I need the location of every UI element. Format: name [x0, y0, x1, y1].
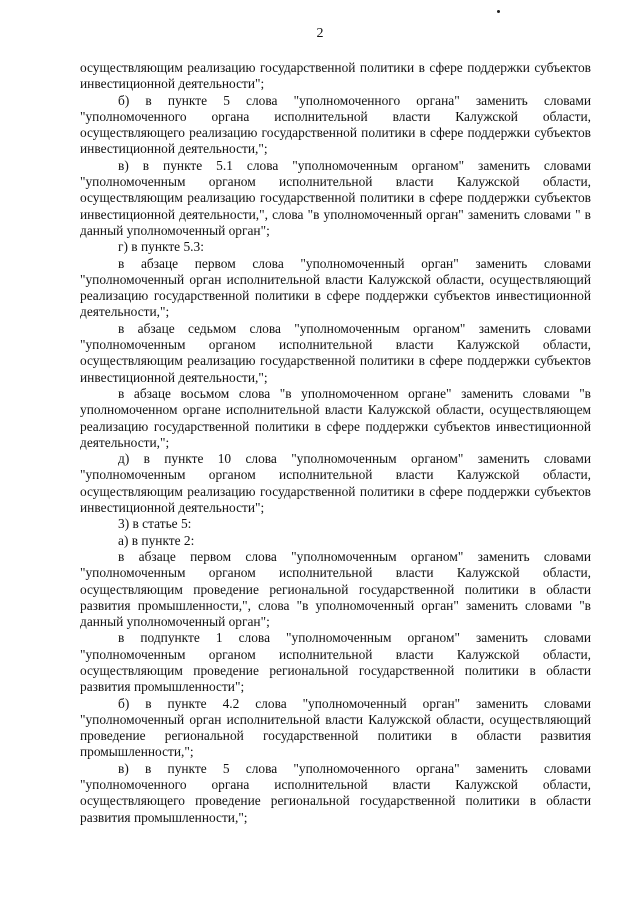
document-paragraph: д) в пункте 10 слова "уполномоченным органом" заменить словами "уполномоченным органом исполнительной власти Калужской области, осуществляющим реализацию государственной политики в сфере поддержки субъектов инвестиционной деятельности"; — [80, 451, 591, 516]
document-paragraph: в абзаце первом слова "уполномоченный орган" заменить словами "уполномоченный орган исполнительной власти Калужской области, осуществляющий реализацию государственной политики в сфере поддержки субъектов инвестиционной деятельности,"; — [80, 255, 591, 320]
document-paragraph: г) в пункте 5.3: — [118, 239, 204, 255]
document-paragraph: в абзаце седьмом слова "уполномоченным органом" заменить словами "уполномоченным органом исполнительной власти Калужской области, осуществляющим реализацию государственной политики в сфере поддержки субъектов инвестиционной деятельности,"; — [80, 320, 591, 385]
page-number: 2 — [316, 26, 324, 41]
document-body — [80, 60, 591, 826]
scan-speck — [497, 10, 500, 13]
document-paragraph: б) в пункте 4.2 слова "уполномоченный орган" заменить словами "уполномоченный орган исполнительной власти Калужской области, осуществляющий проведение региональной государственной политики в области развития промышленности,"; — [80, 695, 591, 760]
document-paragraph: 3) в статье 5: — [118, 516, 192, 532]
document-paragraph: в абзаце первом слова "уполномоченным органом" заменить словами "уполномоченным органом исполнительной власти Калужской области, осуществляющим проведение региональной государственной политики в области развития промышленности,", слова "в уполномоченный орган" заменить словами "в данный уполномоченный орган"; — [80, 548, 591, 630]
document-paragraph: осуществляющим реализацию государственной политики в сфере поддержки субъектов инвестиционной деятельности"; — [80, 60, 591, 92]
document-paragraph: в подпункте 1 слова "уполномоченным органом" заменить словами "уполномоченным органом исполнительной власти Калужской области, осуществляющим проведение региональной государственной политики в области развития промышленности"; — [80, 630, 591, 695]
document-paragraph: в) в пункте 5.1 слова "уполномоченным органом" заменить словами "уполномоченным органом исполнительной власти Калужской области, осуществляющим реализацию государственной политики в сфере поддержки субъектов инвестиционной деятельности,", слова "в уполномоченный орган" заменить словами " в данный уполномоченный орган"; — [80, 157, 591, 238]
document-paragraph: в абзаце восьмом слова "в уполномоченном органе" заменить словами "в уполномоченном органе исполнительной власти Калужской области, осуществляющем реализацию государственной политики в сфере поддержки субъектов инвестиционной деятельности,"; — [80, 385, 591, 450]
document-paragraph: в) в пункте 5 слова "уполномоченного органа" заменить словами "уполномоченного органа исполнительной власти Калужской области, осуществляющего проведение региональной государственной политики в области развития промышленности,"; — [80, 760, 591, 825]
document-paragraph: а) в пункте 2: — [118, 532, 195, 548]
document-paragraph: б) в пункте 5 слова "уполномоченного органа" заменить словами "уполномоченного органа исполнительной власти Калужской области, осуществляющего реализацию государственной политики в сфере поддержки субъектов инвестиционной деятельности,"; — [80, 92, 591, 157]
